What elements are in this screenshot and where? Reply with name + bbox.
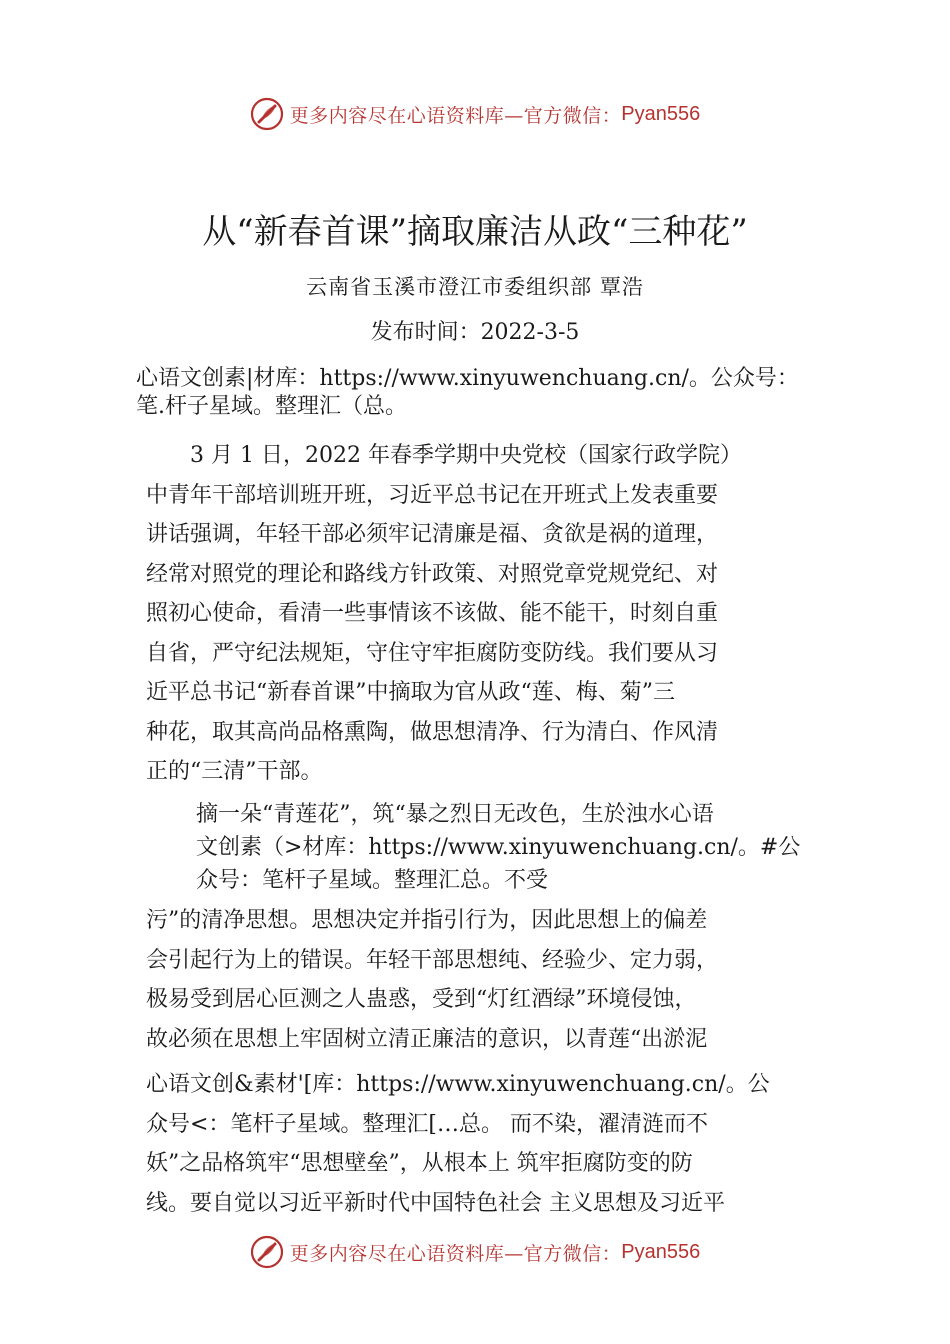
- text-line: 妖”之品格筑牢“思想壁垒”，从根本上 筑牢拒腐防变的防: [146, 1151, 693, 1176]
- text-line: 线。要自觉以习近平新时代中国特色社会 主义思想及习近平: [146, 1190, 725, 1216]
- banner-wechat-id: Pyan556: [621, 1240, 701, 1263]
- article-author: 云南省玉溪市澄江市委组织部 覃浩: [306, 275, 644, 299]
- text-line: 3 月 1 日，2022 年春季学期中央党校（国家行政学院）: [146, 443, 742, 468]
- text-line: 照初心使命，看清一些事情该不该做、能不能干，时刻自重: [146, 601, 719, 626]
- text-line: 众号<：笔杆子星域。整理汇[…总。 而不染，濯清涟而不: [146, 1111, 709, 1137]
- paragraph-1: [146, 436, 826, 792]
- text-line: 中青年干部培训班开班，习近平总书记在开班式上发表重要: [146, 482, 719, 508]
- text-line: 众号：笔杆子星域。整理汇总。不受: [196, 868, 549, 893]
- quill-logo-icon: [250, 1235, 284, 1269]
- text-line: 摘一朵“青莲花”，筑“暴之烈日无改色，生於浊水心语: [196, 802, 714, 827]
- paragraph-3: [146, 1065, 836, 1223]
- header-banner: [0, 94, 950, 134]
- text-line: 心语文创素|材库：https://www.xinyuwenchuang.cn/。公众号：: [136, 366, 799, 391]
- banner-text: 更多内容尽在心语资料库—官方微信：: [289, 1242, 622, 1265]
- quill-logo-icon: [250, 97, 284, 131]
- text-line: 极易受到居心叵测之人蛊惑，受到“灯红酒绿”环境侵蚀，: [146, 987, 697, 1012]
- watermark-block-1: [136, 365, 876, 421]
- footer-banner: [0, 1232, 950, 1272]
- text-line: 讲话强调，年轻干部必须牢记清廉是福、贪欲是祸的道理，: [146, 522, 719, 547]
- text-line: 自省，严守纪法规矩，守住守牢拒腐防变防线。我们要从习: [146, 640, 719, 666]
- text-line: 文创素（>材库：https://www.xinyuwenchuang.cn/。#公: [196, 835, 801, 860]
- text-line: 故必须在思想上牢固树立清正廉洁的意识，以青莲“出淤泥: [146, 1026, 708, 1052]
- watermark-block-2: [196, 798, 856, 897]
- text-line: 经常对照党的理论和路线方针政策、对照党章党规党纪、对: [146, 561, 719, 587]
- publish-date: 发布时间：2022-3-5: [370, 320, 580, 345]
- banner-text: 更多内容尽在心语资料库—官方微信：: [289, 104, 622, 127]
- banner-wechat-id: Pyan556: [621, 102, 701, 125]
- text-line: 会引起行为上的错误。年轻干部思想纯、经验少、定力弱，: [146, 947, 719, 973]
- text-line: 正的“三清”干部。: [146, 759, 323, 784]
- text-line: 心语文创&素材'[库：https://www.xinyuwenchuang.cn/。公: [146, 1072, 770, 1097]
- text-line: 笔.杆子星域。整理汇（总。: [136, 394, 407, 419]
- text-line: 污”的清净思想。思想决定并指引行为，因此思想上的偏差: [146, 908, 708, 933]
- article-title: 从“新春首课”摘取廉洁从政“三种花”: [202, 212, 748, 252]
- text-line: 种花，取其高尚品格熏陶，做思想清净、行为清白、作风清: [146, 719, 719, 745]
- paragraph-2: [146, 901, 836, 1059]
- text-line: 近平总书记“新春首课”中摘取为官从政“莲、梅、菊”三: [146, 680, 675, 705]
